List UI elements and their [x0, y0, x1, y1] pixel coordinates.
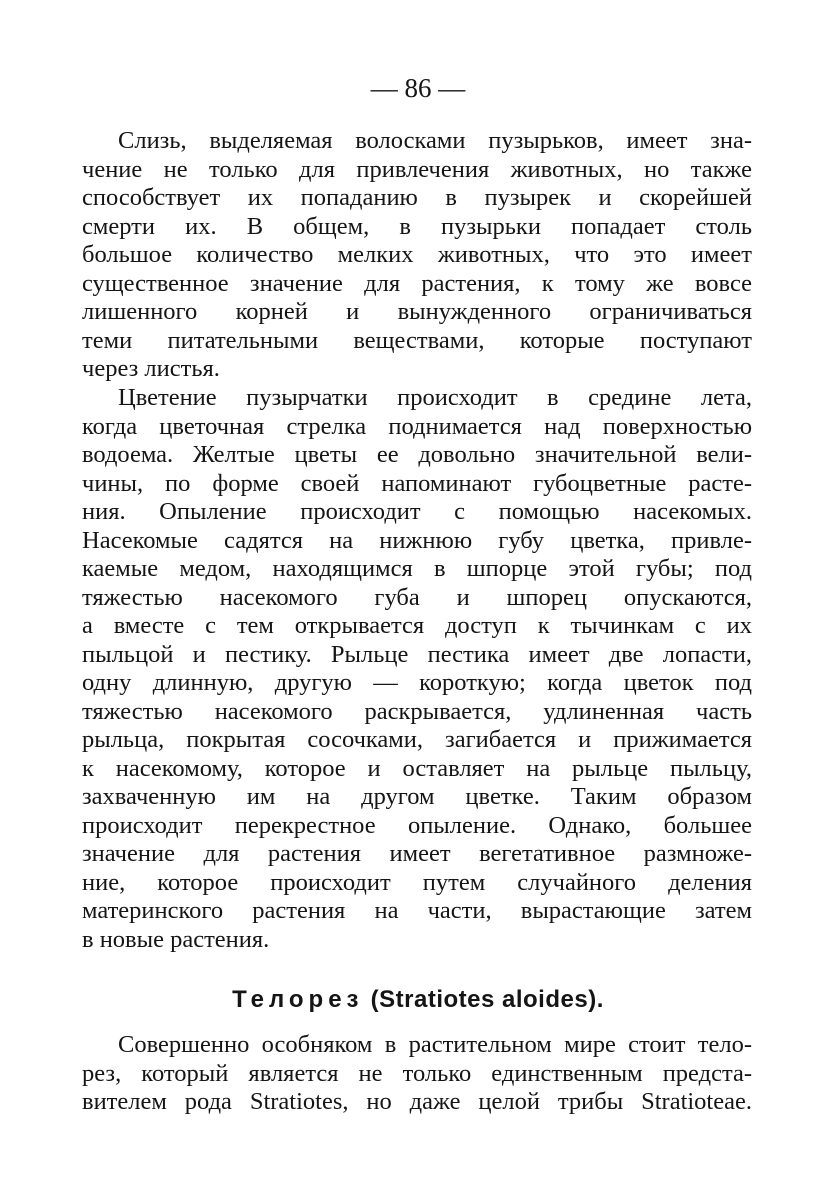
text-line: когда цветочная стрелка поднимается над поверхностью — [82, 412, 752, 440]
text-line: рыльца, покрытая сосочками, загибается и прижимается — [82, 726, 752, 753]
paragraph-1 — [82, 127, 752, 384]
text-line: ние, которое происходит путем случайного деления — [82, 868, 752, 896]
text-line: одну длинную, другую — короткую; когда цветок под — [82, 669, 752, 696]
text-line: а вместе с тем открывается доступ к тычинкам с их — [82, 612, 752, 639]
text-line: в новые растения. — [82, 925, 270, 953]
text-line: Совершенно особняком в растительном мире стоит тело- — [118, 1031, 752, 1058]
page-number: — 86 — — [370, 73, 466, 103]
text-line: лишенного корней и вынужденного ограничиваться — [82, 298, 752, 325]
text-line: захваченную им на другом цветке. Таким образом — [82, 783, 752, 810]
paragraph-2 — [82, 384, 752, 954]
text-line: к насекомому, которое и оставляет на рыльце пыльцу, — [82, 754, 752, 782]
text-line: каемые медом, находящимся в шпорце этой губы; под — [82, 555, 752, 582]
section-heading — [0, 985, 836, 1015]
text-line: вителем рода Stratiotes, но даже целой трибы Stratioteae. — [82, 1088, 752, 1115]
text-line: происходит перекрестное опыление. Однако, большее — [82, 811, 752, 839]
text-line: Насекомые садятся на нижнюю губу цветка, привле- — [82, 526, 752, 554]
text-line: чины, по форме своей напоминают губоцветные расте- — [82, 469, 752, 497]
text-line: Цветение пузырчатки происходит в средине лета, — [118, 384, 752, 411]
text-line: рез, который является не только единственным предста- — [82, 1059, 752, 1087]
text-line: большое количество мелких животных, что это имеет — [82, 241, 752, 268]
text-line: пыльцой и пестику. Рыльце пестика имеет две лопасти, — [82, 640, 752, 668]
heading-russian-name: Телорез — [232, 986, 364, 1013]
heading-latin-name: (Stratiotes aloides). — [370, 986, 604, 1013]
text-line: тяжестью насекомого губа и шпорец опускаются, — [82, 583, 752, 611]
text-line: через листья. — [82, 355, 220, 382]
text-line: существенное значение для растения, к тому же вовсе — [82, 269, 752, 297]
text-line: смерти их. В общем, в пузырьки попадает столь — [82, 212, 752, 240]
text-line: водоема. Желтые цветы ее довольно значительной вели- — [82, 441, 752, 468]
text-line: чение не только для привлечения животных, но также — [82, 155, 752, 183]
text-line: Слизь, выделяемая волосками пузырьков, имеет зна- — [118, 127, 752, 154]
text-line: значение для растения имеет вегетативное размноже- — [82, 840, 752, 867]
text-line: тяжестью насекомого раскрывается, удлиненная часть — [82, 697, 752, 725]
text-line: способствует их попаданию в пузырек и скорейшей — [82, 184, 752, 211]
text-line: материнского растения на части, вырастающие затем — [82, 897, 752, 924]
text-line: ния. Опыление происходит с помощью насекомых. — [82, 498, 752, 525]
text-line: теми питательными веществами, которые поступают — [82, 326, 752, 354]
paragraph-3 — [82, 1031, 752, 1117]
